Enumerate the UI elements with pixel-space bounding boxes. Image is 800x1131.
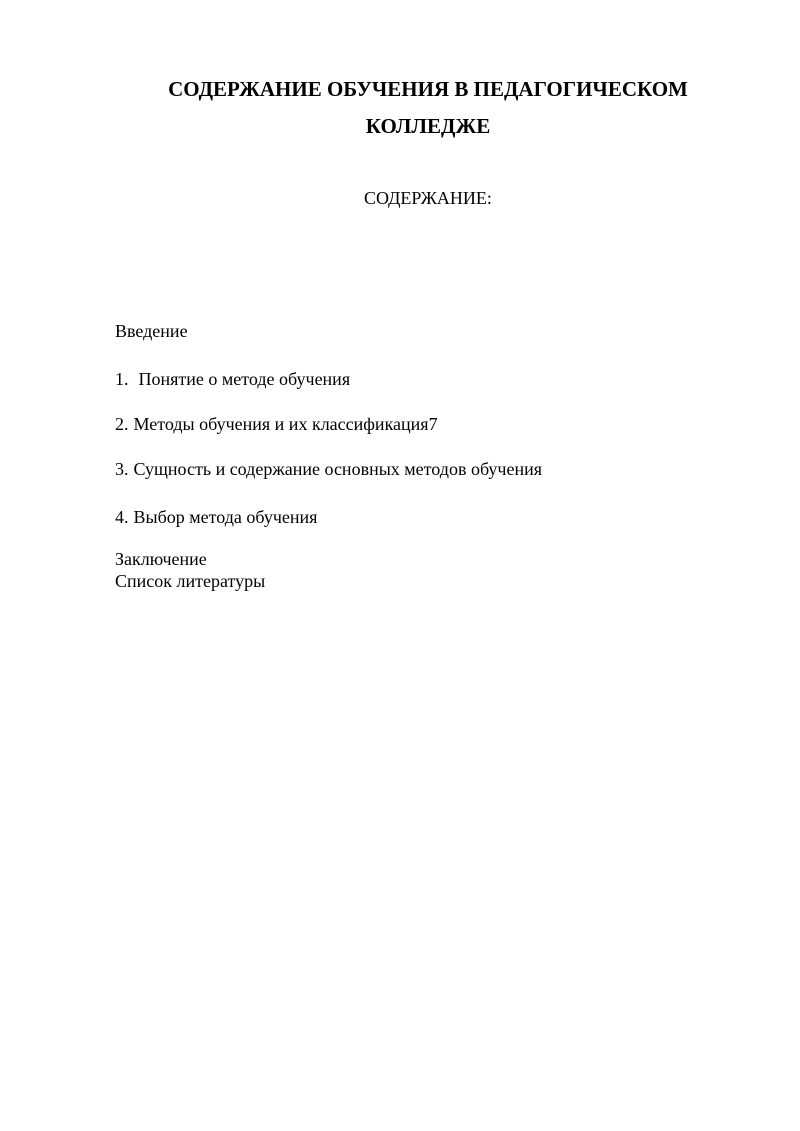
- toc-entry-number: 4.: [115, 507, 129, 527]
- toc-entry-number: 3.: [115, 459, 129, 479]
- toc-entry-introduction: [115, 320, 188, 342]
- toc-entry-label: Заключение: [115, 549, 207, 569]
- toc-entry-label: Сущность и содержание основных методов обучения: [133, 459, 542, 479]
- toc-entry-3: [115, 458, 542, 480]
- toc-entry-label: Методы обучения и их классификация7: [133, 414, 438, 434]
- toc-entry-label: Список литературы: [115, 571, 266, 591]
- toc-entry-number: 1.: [115, 369, 129, 389]
- document-title-line-1: СОДЕРЖАНИЕ ОБУЧЕНИЯ В ПЕДАГОГИЧЕСКОМ: [168, 77, 688, 101]
- toc-entry-references: [115, 570, 265, 592]
- toc-entry-number: 2.: [115, 414, 129, 434]
- toc-entry-4: [115, 506, 317, 528]
- document-title-line-2: КОЛЛЕДЖЕ: [365, 114, 491, 138]
- toc-entry-label: Понятие о методе обучения: [138, 369, 351, 389]
- toc-entry-2: [115, 413, 438, 435]
- toc-entry-label: Введение: [115, 321, 188, 341]
- toc-heading: СОДЕРЖАНИЕ:: [364, 188, 492, 208]
- toc-entry-conclusion: [115, 548, 207, 570]
- toc-entry-label: Выбор метода обучения: [133, 507, 318, 527]
- toc-entry-1: [115, 368, 350, 390]
